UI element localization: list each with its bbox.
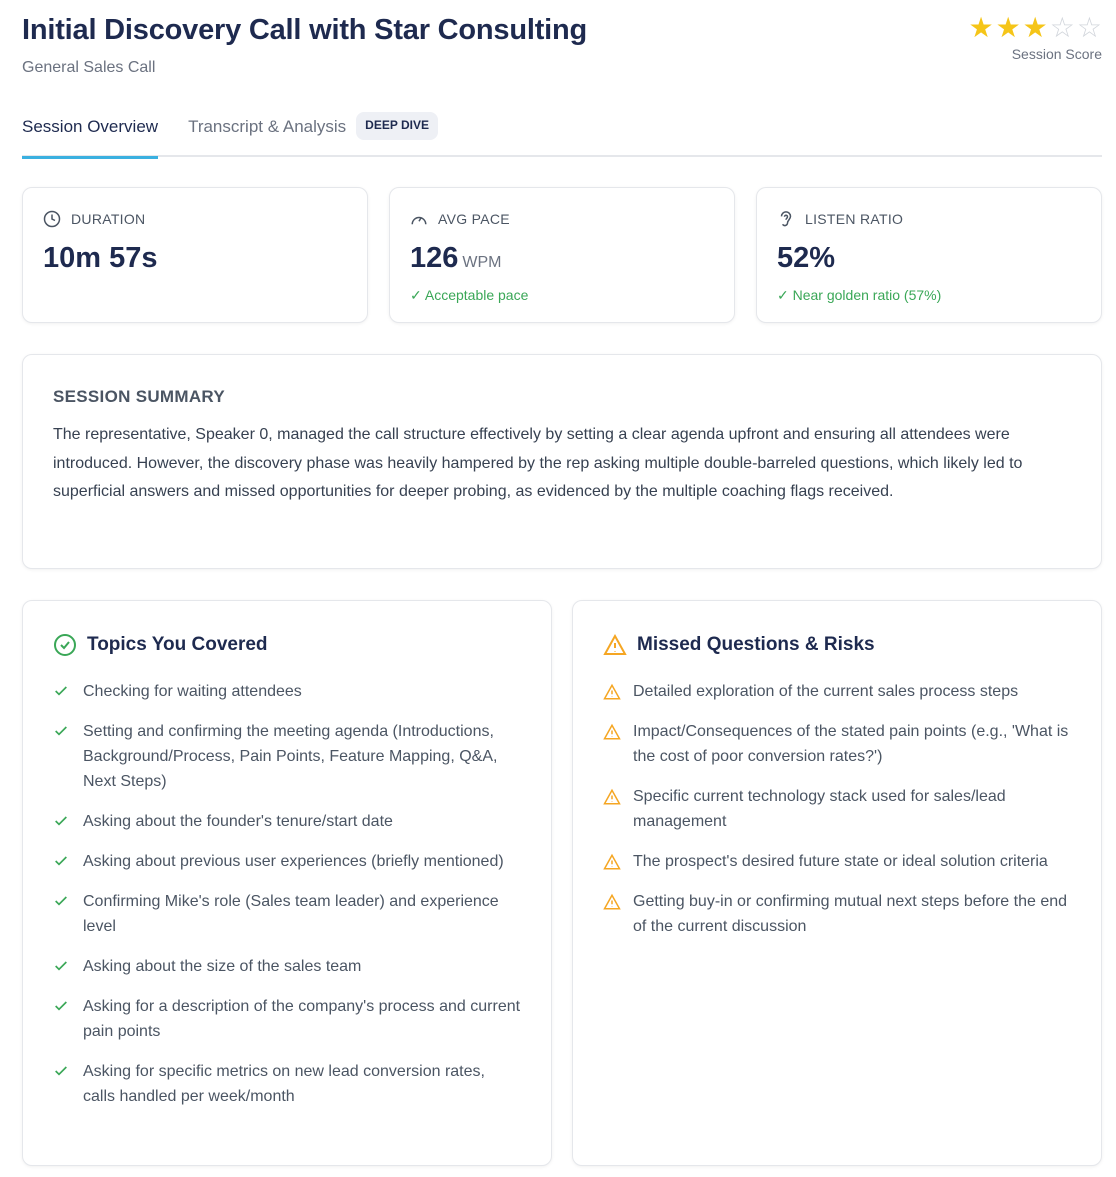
metric-label: DURATION <box>71 211 146 227</box>
card-title: Topics You Covered <box>87 634 268 655</box>
warning-icon <box>603 784 621 834</box>
tab-transcript-analysis[interactable] <box>188 112 438 157</box>
gauge-icon <box>410 210 428 228</box>
metric-label: LISTEN RATIO <box>805 211 904 227</box>
missed-questions-card <box>572 600 1102 1166</box>
list-item <box>603 719 1071 769</box>
item-text: Setting and confirming the meeting agenda (Introductions, Background/Process, Pain Points, Feature Mapping, Q&A, Next Steps) <box>83 723 498 790</box>
tab-bar <box>22 112 1102 157</box>
summary-text: The representative, Speaker 0, managed the call structure effectively by setting a clear agenda upfront and ensuring all attendees were introduced. However, the discovery phase was heavily hampered by the rep asking multiple double-barreled questions, which likely led to superficial answers and missed opportunities for deeper probing, as evidenced by the multiple coaching flags received. <box>53 426 1023 500</box>
list-item <box>53 809 521 834</box>
item-text: Detailed exploration of the current sales process steps <box>633 683 1019 700</box>
deep-dive-badge: DEEP DIVE <box>356 112 438 140</box>
item-text: Impact/Consequences of the stated pain points (e.g., 'What is the cost of poor conversion rates?') <box>633 723 1069 765</box>
session-score <box>968 14 1102 62</box>
warning-icon <box>603 719 621 769</box>
tab-label: Transcript & Analysis <box>188 117 347 136</box>
list-item <box>603 889 1071 939</box>
card-title: Missed Questions & Risks <box>637 634 875 655</box>
item-text: Specific current technology stack used for sales/lead management <box>633 788 1006 830</box>
tab-label: Session Overview <box>22 117 159 136</box>
warning-icon <box>603 849 621 874</box>
score-label: Session Score <box>1011 46 1102 62</box>
missed-list <box>603 679 1071 939</box>
check-icon <box>53 719 71 794</box>
list-item <box>603 679 1071 704</box>
star-filled-icon: ★ <box>1022 12 1048 43</box>
check-icon <box>53 954 71 979</box>
item-text: The prospect's desired future state or ideal solution criteria <box>633 853 1048 870</box>
item-text: Asking for specific metrics on new lead conversion rates, calls handled per week/month <box>83 1063 485 1105</box>
star-filled-icon: ★ <box>995 12 1021 43</box>
list-item <box>53 889 521 939</box>
session-summary-card <box>22 354 1102 569</box>
item-text: Checking for waiting attendees <box>83 683 302 700</box>
warning-icon <box>603 679 621 704</box>
check-icon <box>53 679 71 704</box>
page-title: Initial Discovery Call with Star Consulting <box>22 14 588 46</box>
check-circle-icon <box>53 633 77 657</box>
listen-note: Near golden ratio (57%) <box>792 287 942 303</box>
check-icon <box>53 1059 71 1109</box>
warning-icon <box>603 889 621 939</box>
topics-covered-card <box>22 600 552 1166</box>
duration-card <box>22 187 368 323</box>
item-text: Asking about previous user experiences (briefly mentioned) <box>83 853 504 870</box>
item-text: Asking about the founder's tenure/start date <box>83 813 393 830</box>
check-icon <box>53 809 71 834</box>
pace-unit: WPM <box>462 254 502 271</box>
pace-note: Acceptable pace <box>424 287 529 303</box>
list-item <box>603 784 1071 834</box>
list-item <box>53 679 521 704</box>
list-item <box>53 849 521 874</box>
item-text: Asking for a description of the company's process and current pain points <box>83 998 521 1040</box>
item-text: Confirming Mike's role (Sales team leader) and experience level <box>83 893 499 935</box>
list-item <box>53 1059 521 1109</box>
check-icon: ✓ <box>777 287 793 303</box>
summary-title: SESSION SUMMARY <box>53 387 226 406</box>
listen-ratio-value: 52% <box>777 242 836 274</box>
item-text: Asking about the size of the sales team <box>83 958 362 975</box>
ear-icon <box>777 210 795 228</box>
list-item <box>53 954 521 979</box>
star-empty-icon: ☆ <box>1076 12 1102 43</box>
listen-ratio-card <box>756 187 1102 323</box>
check-icon <box>53 889 71 939</box>
check-icon: ✓ <box>410 287 425 303</box>
check-icon <box>53 849 71 874</box>
metric-label: AVG PACE <box>438 211 510 227</box>
duration-value: 10m 57s <box>43 242 158 274</box>
star-empty-icon: ☆ <box>1049 12 1075 43</box>
clock-icon <box>43 210 61 228</box>
item-text: Getting buy-in or confirming mutual next steps before the end of the current discussion <box>633 893 1068 935</box>
covered-list <box>53 679 521 1109</box>
list-item <box>53 719 521 794</box>
page-subtitle: General Sales Call <box>22 59 156 76</box>
pace-value: 126 <box>410 242 459 274</box>
avg-pace-card <box>389 187 735 323</box>
list-item <box>603 849 1071 874</box>
warning-icon <box>603 633 627 657</box>
list-item <box>53 994 521 1044</box>
check-icon <box>53 994 71 1044</box>
star-filled-icon: ★ <box>968 12 994 43</box>
star-rating <box>968 14 1102 42</box>
session-header <box>22 14 1102 77</box>
tab-session-overview[interactable] <box>22 112 158 157</box>
